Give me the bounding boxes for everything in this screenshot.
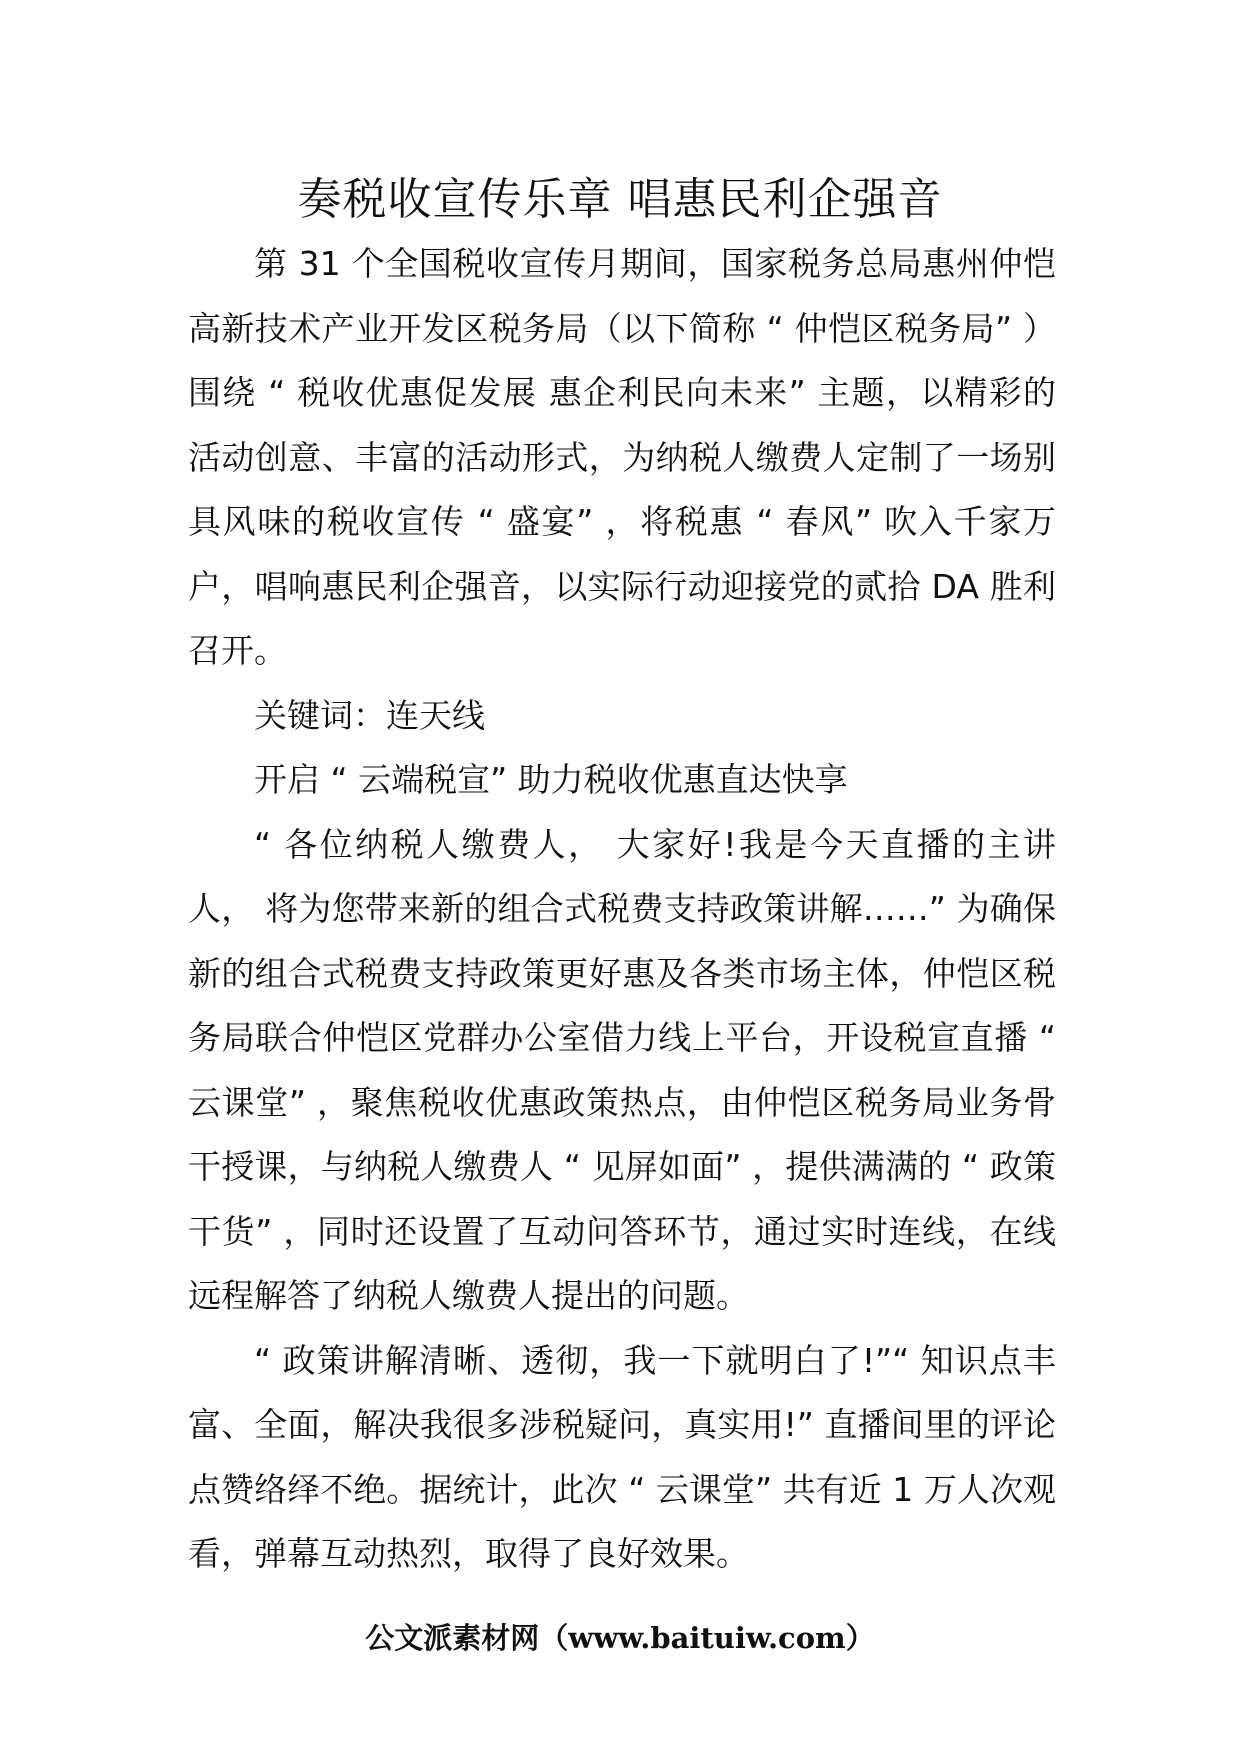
document-body [188,232,1056,1587]
paragraph-feedback: “ 政策讲解清晰、透彻，我一下就明白了!”“ 知识点丰富、全面，解决我很多涉税疑问，真实用!” 直播间里的评论点赞络绎不绝。据统计，此次 “ 云课堂” 共有近 1 万人次观看，弹幕互动热烈，取得了良好效果。 [188,1340,1056,1573]
paragraph-subheading: 开启 “ 云端税宣” 助力税收优惠直达快享 [254,760,848,799]
paragraph-intro: 第 31 个全国税收宣传月期间，国家税务总局惠州仲恺高新技术产业开发区税务局（以下简称 “ 仲恺区税务局” ）围绕 “ 税收优惠促发展 惠企利民向未来” 主题，以精彩的活动创意、丰富的活动形式，为纳税人缴费人定制了一场别具风味的税收宣传 “ 盛宴” ，将税惠 “ 春风” 吹入千家万户，唱响惠民利企强音，以实际行动迎接党的贰拾 DA 胜利召开。 [188,244,1056,670]
paragraph-livestream: “ 各位纳税人缴费人， 大家好!我是今天直播的主讲人， 将为您带来新的组合式税费支持政策讲解……” 为确保新的组合式税费支持政策更好惠及各类市场主体，仲恺区税务局联合仲恺区党群办公室借力线上平台，开设税宣直播 “ 云课堂” ，聚焦税收优惠政策热点，由仲恺区税务局业务骨干授课，与纳税人缴费人 “ 见屏如面” ，提供满满的 “ 政策干货” ，同时还设置了互动问答环节，通过实时连线，在线远程解答了纳税人缴费人提出的问题。 [188,824,1056,1315]
footer-watermark: 公文派素材网（www.baituiw.com） [365,1621,875,1655]
document-title: 奏税收宣传乐章 唱惠民利企强音 [297,174,943,225]
paragraph-keywords: 关键词：连天线 [254,695,485,735]
